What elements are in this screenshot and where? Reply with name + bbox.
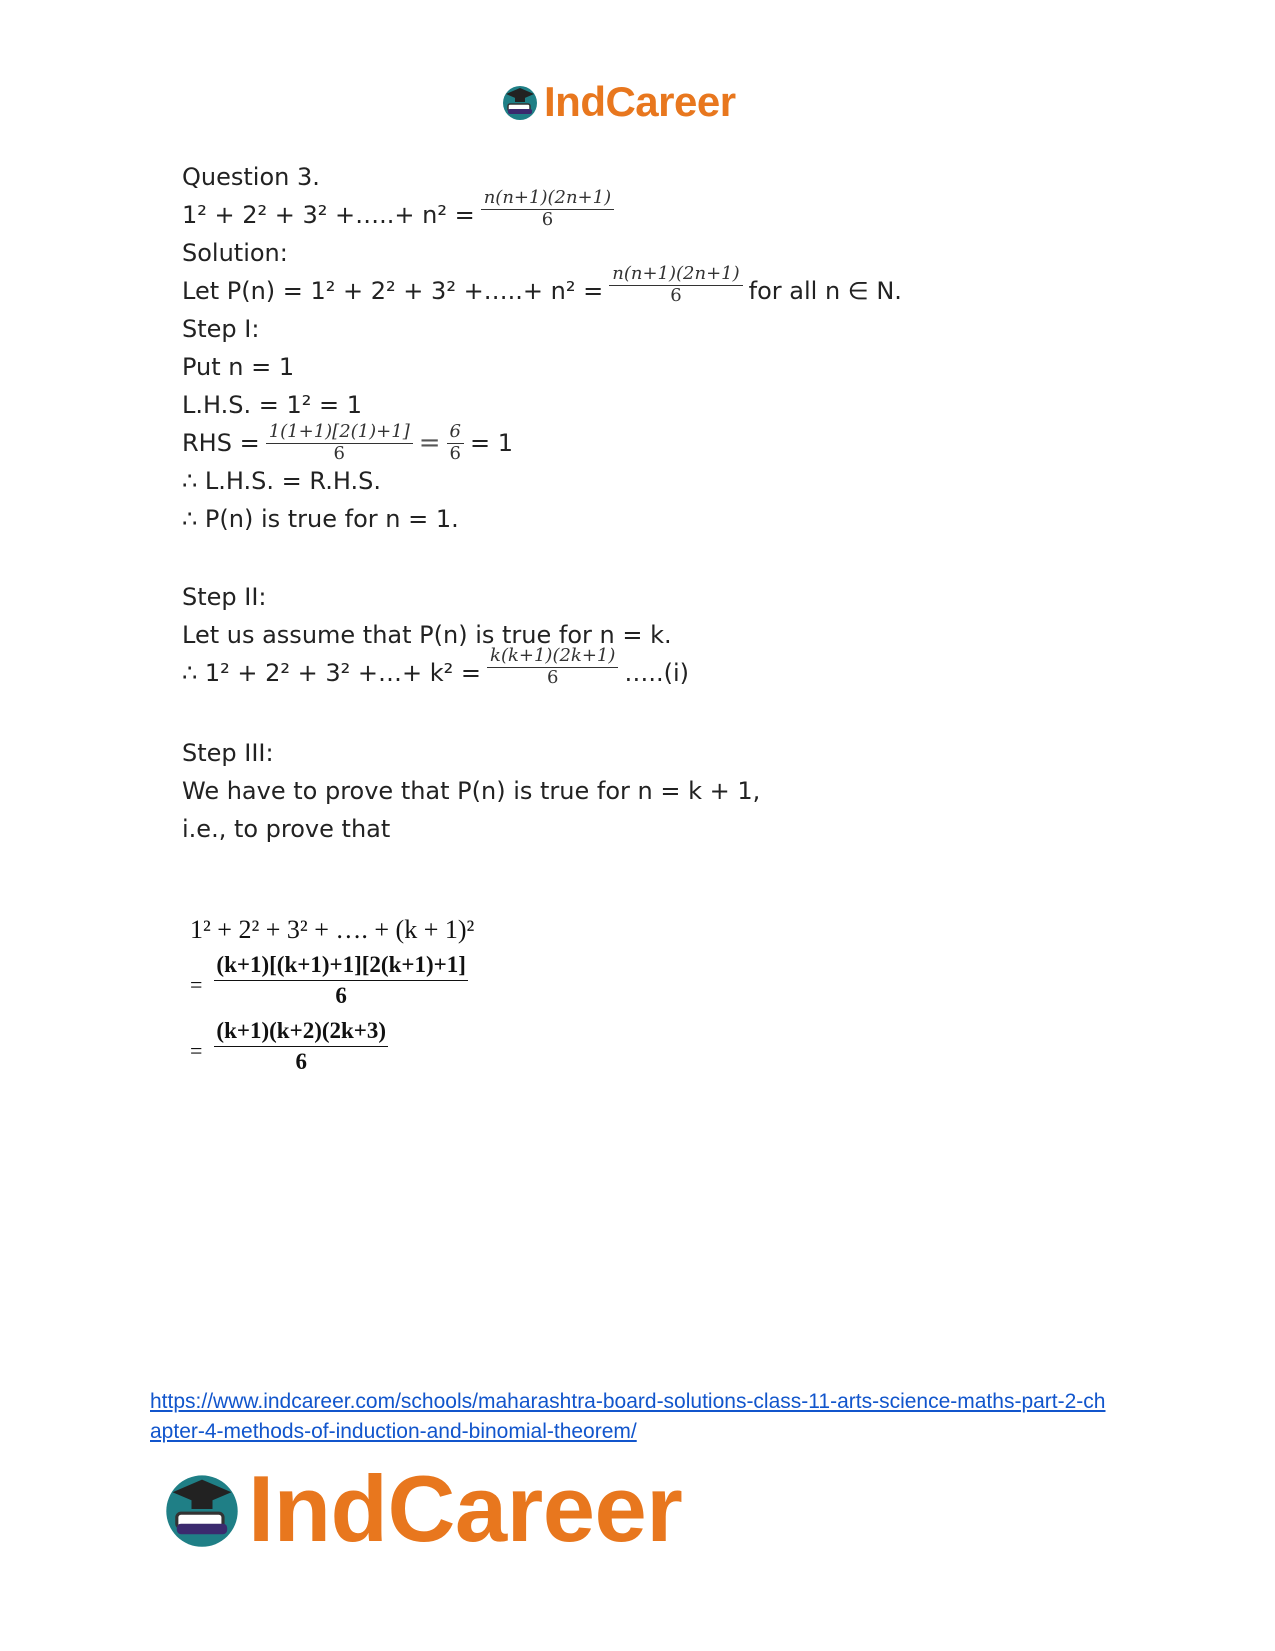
step-label: Step I:: [182, 315, 260, 343]
footer-logo: [160, 1456, 683, 1561]
put-line: Put n = 1: [182, 353, 295, 381]
fraction: $\frac{6}{6}$: [447, 422, 464, 464]
logo-text: IndCareer: [544, 78, 736, 125]
fraction: $\frac{(k+1)(k+2)(2k+3)}{6}$: [216, 1018, 387, 1074]
source-link[interactable]: https://www.indcareer.com/schools/maharashtra-board-solutions-class-11-arts-science-maths-part-2-chapter-4-methods-of-induction-and-binomial-theorem/: [150, 1390, 1106, 1443]
solution-label: Solution:: [182, 239, 288, 267]
graduation-cap-book-icon: [500, 82, 540, 122]
header-logo: [500, 78, 736, 126]
assume-line: Let us assume that P(n) is true for n = k.: [182, 621, 672, 649]
solution-content: [182, 158, 1082, 848]
conclusion-line: ∴ P(n) is true for n = 1.: [182, 505, 459, 533]
step-label: Step II:: [182, 583, 267, 611]
step-label: Step III:: [182, 739, 274, 767]
proof-step: = $\frac{(k+1)[(k+1)+1][2(k+1)+1]}{6}$: [190, 948, 474, 1014]
fraction: $\frac{n(n+1)(2n+1)}{6}$: [481, 188, 614, 230]
prove-line: We have to prove that P(n) is true for n = k + 1,: [182, 777, 761, 805]
handwritten-proof: [190, 912, 474, 1080]
rhs-line: RHS = $\frac{1(1+1)[2(1)+1]}{6}$ = $\frac{6}{6}$ = 1: [182, 420, 513, 464]
induction-hypothesis: ∴ 1² + 2² + 3² +…+ k² = $\frac{k(k+1)(2k+1)}{6}$ …..(i): [182, 644, 690, 688]
conclusion-line: ∴ L.H.S. = R.H.S.: [182, 467, 381, 495]
ie-line: i.e., to prove that: [182, 815, 391, 843]
let-statement: Let P(n) = 1² + 2² + 3² +…..+ n² = $\frac{n(n+1)(2n+1)}{6}$ for all n ∈ N.: [182, 262, 902, 306]
fraction: $\frac{(k+1)[(k+1)+1][2(k+1)+1]}{6}$: [216, 952, 466, 1008]
question-title: Question 3.: [182, 163, 320, 191]
logo-text: IndCareer: [248, 1456, 683, 1561]
proof-line: 1² + 2² + 3² + …. + (k + 1)²: [190, 915, 475, 944]
fraction: $\frac{k(k+1)(2k+1)}{6}$: [487, 646, 618, 688]
lhs-line: L.H.S. = 1² = 1: [182, 391, 363, 419]
fraction: $\frac{n(n+1)(2n+1)}{6}$: [609, 264, 742, 306]
proof-step: = $\frac{(k+1)(k+2)(2k+3)}{6}$: [190, 1014, 474, 1080]
graduation-cap-book-icon: [160, 1467, 244, 1551]
question-statement: 1² + 2² + 3² +…..+ n² = $\frac{n(n+1)(2n+1)}{6}$: [182, 196, 1082, 234]
fraction: $\frac{1(1+1)[2(1)+1]}{6}$: [266, 422, 413, 464]
